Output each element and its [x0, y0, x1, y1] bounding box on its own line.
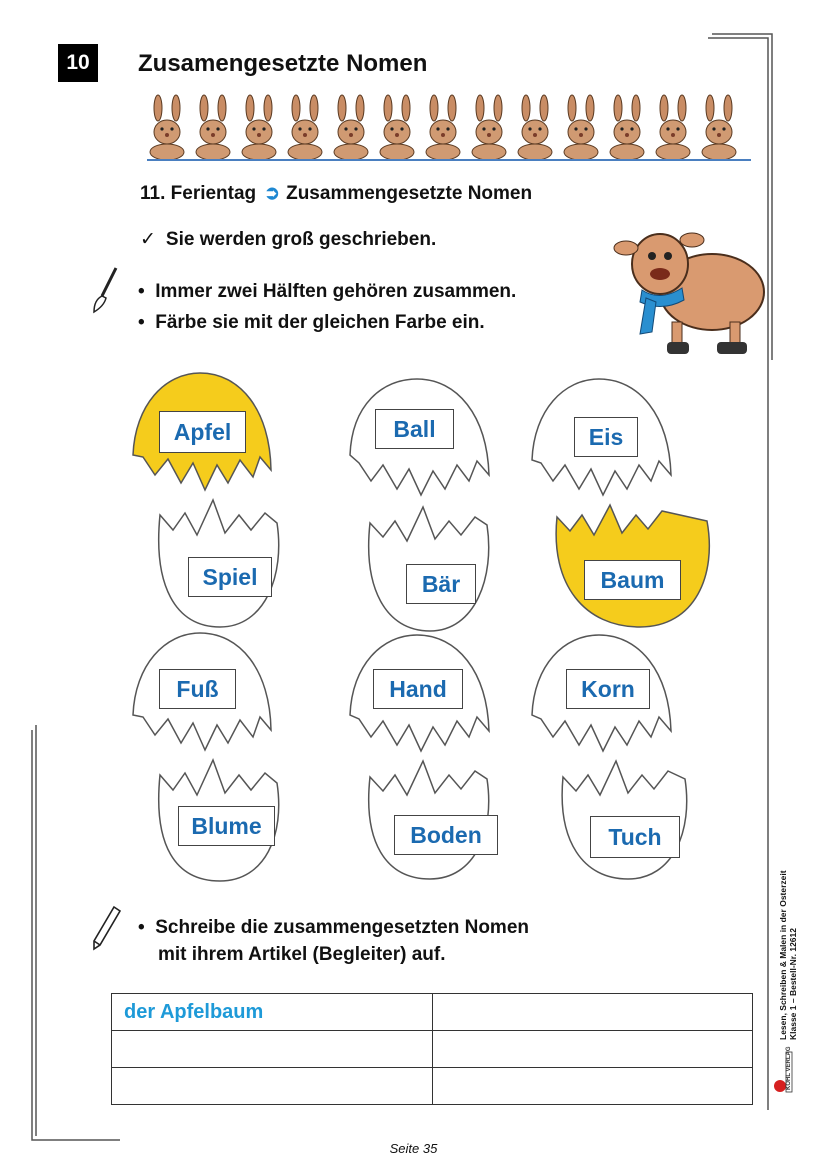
- bunny-border: [145, 94, 755, 164]
- bullet-text-1: Immer zwei Hälften gehören zusammen.: [155, 281, 517, 302]
- topic-label: Zusammengesetzte Nomen: [286, 183, 533, 204]
- arrow-icon: ➲: [264, 183, 281, 204]
- table-row: [112, 1068, 753, 1105]
- egg-word-top[interactable]: Eis: [574, 417, 638, 457]
- page-number: Seite 35: [389, 1141, 438, 1156]
- egg-word-bottom[interactable]: Blume: [178, 806, 275, 846]
- answer-cell[interactable]: [432, 1031, 753, 1068]
- answer-cell[interactable]: [112, 1068, 433, 1105]
- pencil-icon: [90, 905, 122, 951]
- answer-cell[interactable]: [432, 994, 753, 1031]
- table-row: [112, 994, 753, 1031]
- answer-cell[interactable]: [432, 1068, 753, 1105]
- bullet-text-2: Färbe sie mit der gleichen Farbe ein.: [155, 312, 485, 333]
- answer-cell[interactable]: [112, 1031, 433, 1068]
- bullet-pair: • Immer zwei Hälften gehören zusammen.: [138, 281, 517, 302]
- subtitle: [140, 182, 532, 205]
- order-number: Klasse 1 – Bestell-Nr. 12612: [788, 928, 798, 1040]
- rule-check: [140, 228, 436, 251]
- egg-word-bottom[interactable]: Tuch: [590, 816, 680, 858]
- writing-text-1: Schreibe die zusammengesetzten Nomen: [155, 917, 529, 938]
- rule-text: Sie werden groß geschrieben.: [165, 229, 437, 250]
- writing-instruction-cont: mit ihrem Artikel (Begleiter) auf.: [158, 944, 446, 965]
- egg-word-top[interactable]: Apfel: [159, 411, 246, 453]
- section-number: 10: [58, 44, 98, 82]
- publisher-name: KOHL VERLAG: [786, 1046, 792, 1090]
- day-label: 11. Ferientag: [140, 183, 257, 204]
- egg-word-bottom[interactable]: Baum: [584, 560, 681, 600]
- sheep-illustration: [612, 222, 770, 362]
- table-row: [112, 1031, 753, 1068]
- egg-word-top[interactable]: Hand: [373, 669, 463, 709]
- egg-word-top[interactable]: Fuß: [159, 669, 236, 709]
- egg-word-bottom[interactable]: Spiel: [188, 557, 272, 597]
- writing-instruction: • Schreibe die zusammengesetzten Nomen: [138, 917, 529, 938]
- book-info: [778, 870, 798, 1040]
- brush-icon: [88, 266, 122, 316]
- answer-cell[interactable]: der Apfelbaum: [112, 994, 433, 1031]
- egg-word-top[interactable]: Ball: [375, 409, 454, 449]
- egg-word-bottom[interactable]: Boden: [394, 815, 498, 855]
- egg-word-top[interactable]: Korn: [566, 669, 650, 709]
- answer-table: [111, 993, 753, 1105]
- book-title: Lesen, Schreiben & Malen in der Osterzeit: [778, 870, 788, 1040]
- publisher-logo: [772, 1048, 794, 1094]
- check-icon: ✓: [140, 229, 156, 250]
- egg-word-bottom[interactable]: Bär: [406, 564, 476, 604]
- bullet-color: • Färbe sie mit der gleichen Farbe ein.: [138, 312, 485, 333]
- page-title: Zusamengesetzte Nomen: [138, 50, 428, 77]
